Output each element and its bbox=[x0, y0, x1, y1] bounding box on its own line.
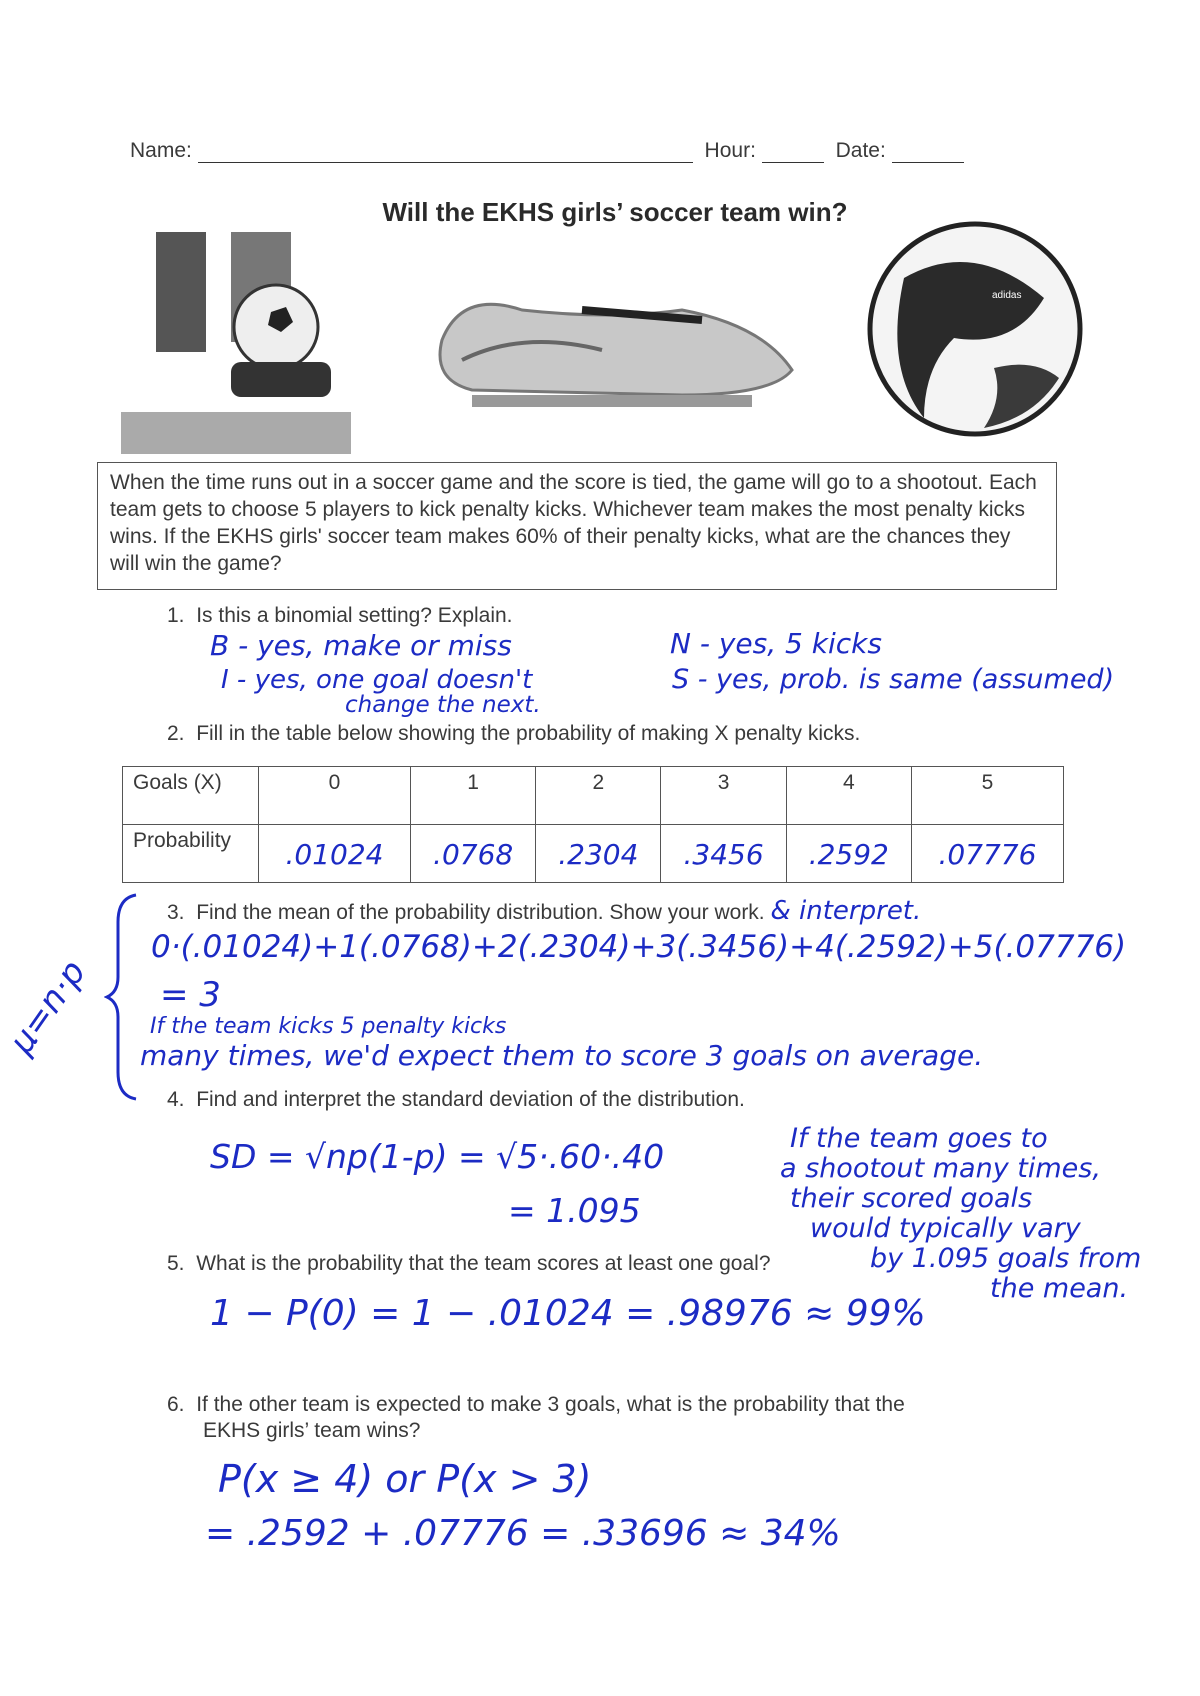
ball-brand-logo: adidas bbox=[992, 290, 1022, 301]
mean-result: = 3 bbox=[160, 975, 221, 1015]
q6-line-2: = .2592 + .07776 = .33696 ≈ 34% bbox=[205, 1513, 841, 1554]
probability-cell[interactable]: .2592 bbox=[786, 825, 911, 883]
q5-work: 1 − P(0) = 1 − .01024 = .98976 ≈ 99% bbox=[210, 1293, 926, 1334]
goal-cell: 0 bbox=[259, 767, 411, 825]
mean-formula-margin: μ=n·p bbox=[1, 953, 94, 1062]
answer-b: B - yes, make or miss bbox=[210, 629, 512, 662]
sd-formula: SD = √np(1-p) = √5·.60·.40 bbox=[210, 1137, 665, 1176]
question-number: 5. bbox=[167, 1252, 185, 1275]
goal-cell: 2 bbox=[536, 767, 661, 825]
probability-table bbox=[122, 766, 1064, 883]
question-5 bbox=[167, 1252, 771, 1276]
question-3 bbox=[167, 898, 921, 925]
probability-cell[interactable]: .2304 bbox=[536, 825, 661, 883]
goal-cell: 1 bbox=[411, 767, 536, 825]
probability-cell[interactable]: .3456 bbox=[661, 825, 786, 883]
intro-box: When the time runs out in a soccer game and the score is tied, the game will go to a shootout. Each team gets to choose 5 players to kick penalty kicks. Whichever team makes the most penalty kicks wins. If the EKHS girls' soccer team makes 60% of their penalty kicks, what are the chances they will win the game? bbox=[97, 462, 1057, 590]
question-text: Find the mean of the probability distribution. Show your work. bbox=[196, 901, 765, 924]
goal-cell: 3 bbox=[661, 767, 786, 825]
question-1 bbox=[167, 604, 513, 628]
question-text: Is this a binomial setting? Explain. bbox=[196, 604, 513, 627]
mean-work: 0·(.01024)+1(.0768)+2(.2304)+3(.3456)+4(.2592)+5(.07776) bbox=[151, 929, 1127, 965]
hour-label: Hour: bbox=[704, 139, 756, 162]
sd-interp-line: would typically vary bbox=[810, 1213, 1081, 1244]
sd-interp-line: a shootout many times, bbox=[780, 1153, 1101, 1184]
page-title: Will the EKHS girls’ soccer team win? bbox=[382, 197, 848, 227]
question-number: 6. bbox=[167, 1393, 185, 1416]
name-blank[interactable] bbox=[198, 142, 693, 163]
soccer-cleat-image bbox=[432, 270, 805, 420]
table-row-goals bbox=[123, 767, 1064, 825]
probability-cell[interactable]: .0768 bbox=[411, 825, 536, 883]
probability-cell[interactable]: .07776 bbox=[911, 825, 1063, 883]
table-header-goals: Goals (X) bbox=[123, 767, 259, 825]
name-field[interactable] bbox=[130, 139, 964, 163]
brace-icon bbox=[104, 892, 140, 1102]
sd-interp-line: If the team goes to bbox=[790, 1123, 1048, 1154]
table-header-probability: Probability bbox=[123, 825, 259, 883]
answer-s: S - yes, prob. is same (assumed) bbox=[672, 664, 1115, 695]
question-number: 2. bbox=[167, 722, 185, 745]
sd-interp-line: the mean. bbox=[990, 1273, 1129, 1304]
question-2 bbox=[167, 722, 860, 746]
sd-result: = 1.095 bbox=[508, 1191, 641, 1230]
question-text: Find and interpret the standard deviation of the distribution. bbox=[196, 1088, 745, 1111]
answer-n: N - yes, 5 kicks bbox=[670, 627, 882, 660]
question-number: 4. bbox=[167, 1088, 185, 1111]
name-label: Name: bbox=[130, 139, 192, 162]
interpret-note: & interpret. bbox=[770, 896, 922, 926]
mean-interpretation-2: many times, we'd expect them to score 3 goals on average. bbox=[140, 1039, 984, 1072]
sd-interp-line: by 1.095 goals from bbox=[870, 1243, 1142, 1274]
sd-interpretation bbox=[780, 1123, 1142, 1304]
date-blank[interactable] bbox=[892, 142, 964, 163]
question-text: If the other team is expected to make 3 goals, what is the probability that the bbox=[196, 1393, 905, 1416]
table-row-probability bbox=[123, 825, 1064, 883]
goal-cell: 5 bbox=[911, 767, 1063, 825]
probability-cell[interactable]: .01024 bbox=[259, 825, 411, 883]
date-label: Date: bbox=[835, 139, 886, 162]
question-6 bbox=[167, 1392, 905, 1444]
question-number: 1. bbox=[167, 604, 185, 627]
soccer-ball-image bbox=[864, 218, 1086, 440]
mean-interpretation-1: If the team kicks 5 penalty kicks bbox=[150, 1014, 507, 1039]
answer-i: I - yes, one goal doesn't bbox=[221, 665, 533, 695]
player-kicking-ball-image bbox=[121, 232, 351, 454]
question-text: Fill in the table below showing the probability of making X penalty kicks. bbox=[196, 722, 861, 745]
q6-line-1: P(x ≥ 4) or P(x > 3) bbox=[218, 1457, 592, 1501]
question-number: 3. bbox=[167, 901, 185, 924]
question-text: What is the probability that the team scores at least one goal? bbox=[196, 1252, 771, 1275]
sd-interp-line: their scored goals bbox=[790, 1183, 1033, 1214]
question-text: EKHS girls’ team wins? bbox=[203, 1419, 421, 1442]
goal-cell: 4 bbox=[786, 767, 911, 825]
answer-i-cont: change the next. bbox=[345, 692, 541, 718]
hour-blank[interactable] bbox=[762, 142, 824, 163]
question-4 bbox=[167, 1088, 745, 1112]
